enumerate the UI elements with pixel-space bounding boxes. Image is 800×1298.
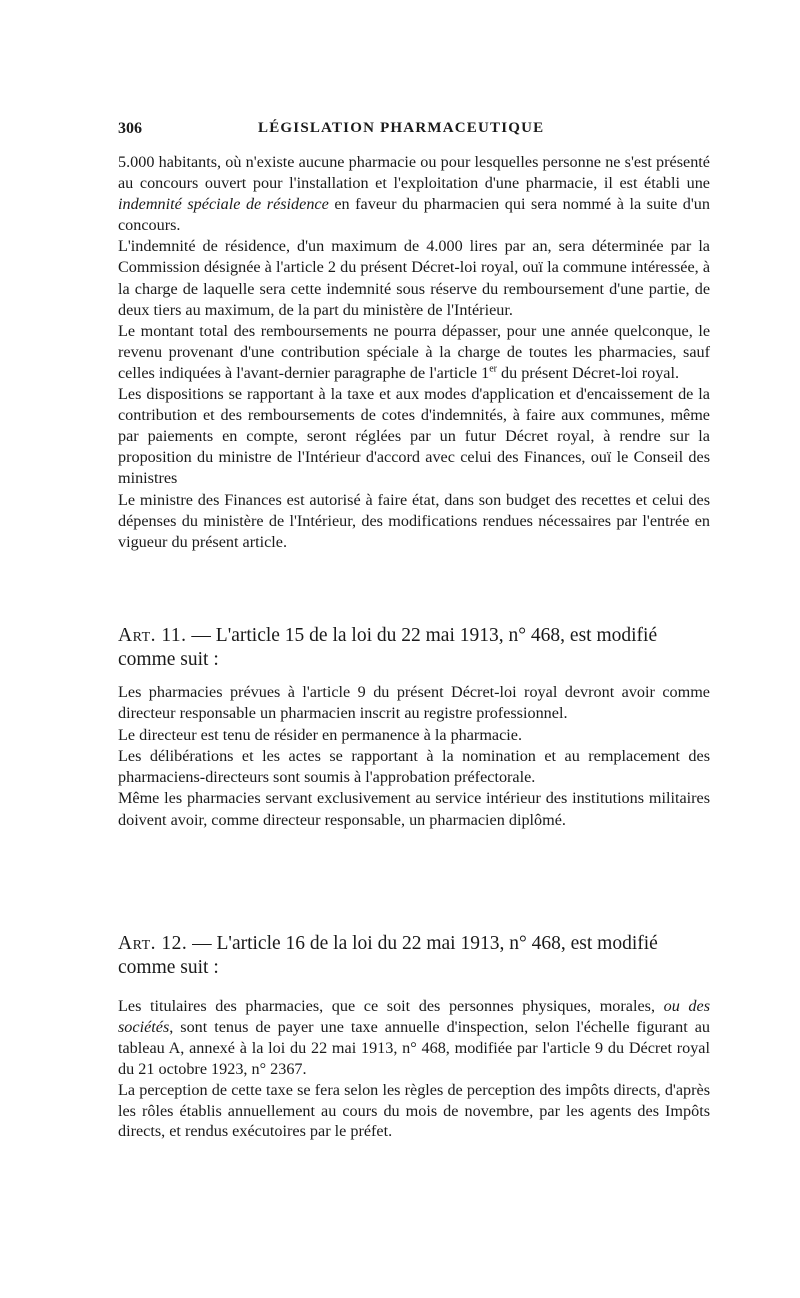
paragraph: Le montant total des remboursements ne pourra dépasser, pour une année quelconque, le revenu provenant d'une contribution spéciale à la charge de toutes les pharmacies, sauf celles indiquées à l'avant-dernier paragraphe de l'article 1er du présent Décret-loi royal. xyxy=(118,321,710,382)
italic-phrase: ou des sociétés xyxy=(118,997,711,1036)
superscript: er xyxy=(489,363,497,375)
running-title: LÉGISLATION PHARMACEUTIQUE xyxy=(258,120,545,136)
paragraph: Le ministre des Finances est autorisé à faire état, dans son budget des recettes et celui des dépenses du ministère de l'Intérieur, des modifications rendues nécessaires par l'entrée en vigueur du présent article. xyxy=(118,490,710,551)
paragraph: La perception de cette taxe se fera selon les règles de perception des impôts directs, d'après les rôles établis annuellement au cours du mois de novembre, par les agents des Impôts directs, et rendus exécutoires par le préfet. xyxy=(118,1080,710,1141)
article-11-body xyxy=(118,682,710,831)
running-head xyxy=(118,120,708,146)
article-11-heading xyxy=(118,624,710,672)
paragraph: Les délibérations et les actes se rapportant à la nomination et au remplacement des pharmaciens-directeurs sont soumis à l'approbation préfectorale. xyxy=(118,746,710,787)
article-label: Art. 12. xyxy=(118,933,188,954)
paragraph: Les pharmacies prévues à l'article 9 du présent Décret-loi royal devront avoir comme directeur responsable un pharmacien inscrit au registre professionnel. xyxy=(118,683,710,723)
article-12-heading xyxy=(118,932,710,980)
page-number: 306 xyxy=(118,120,142,137)
section-continuation xyxy=(118,152,710,553)
article-heading-text: — L'article 15 de la loi du 22 mai 1913, n° 468, est modifié comme suit : xyxy=(118,625,658,670)
article-12-body xyxy=(118,996,710,1142)
paragraph: Les titulaires des pharmacies, que ce soit des personnes physiques, morales, ou des sociétés, sont tenus de payer une taxe annuelle d'inspection, selon l'échelle figurant au tableau A, annexé à la loi du 22 mai 1913, n° 468, modifiée par l'article 9 du Décret royal du 21 octobre 1923, n° 2367. xyxy=(118,997,711,1078)
paragraph: 5.000 habitants, où n'existe aucune pharmacie ou pour lesquelles personne ne s'est présenté au concours ouvert pour l'installation et l'exploitation d'une pharmacie, il est établi une indemnité spéciale de résidence en faveur du pharmacien qui sera nommé à la suite d'un concours. xyxy=(118,153,710,235)
paragraph: Même les pharmacies servant exclusivement au service intérieur des institutions militaires doivent avoir, comme directeur responsable, un pharmacien diplômé. xyxy=(118,789,710,829)
article-label: Art. 11. xyxy=(118,625,187,646)
paragraph: Les dispositions se rapportant à la taxe et aux modes d'application et d'encaissement de la contribution et des remboursements de cotes d'indemnités, à faire aux communes, même par paiements en compte, seront réglées par un futur Décret royal, à rendre sur la proposition du ministre de l'Intérieur d'accord avec celui des Finances, ouï le Conseil des ministres xyxy=(118,385,710,488)
paragraph: Le directeur est tenu de résider en permanence à la pharmacie. xyxy=(118,725,523,744)
article-heading-text: — L'article 16 de la loi du 22 mai 1913, n° 468, est modifié comme suit : xyxy=(118,933,658,978)
paragraph: L'indemnité de résidence, d'un maximum de 4.000 lires par an, sera déterminée par la Commission désignée à l'article 2 du présent Décret-loi royal, ouï la commune intéressée, à la charge de laquelle sera cette indemnité sous réserve du remboursement d'une partie, de deux tiers au maximum, de la part du ministère de l'Intérieur. xyxy=(118,237,710,319)
italic-phrase: indemnité spéciale de résidence xyxy=(118,195,329,214)
